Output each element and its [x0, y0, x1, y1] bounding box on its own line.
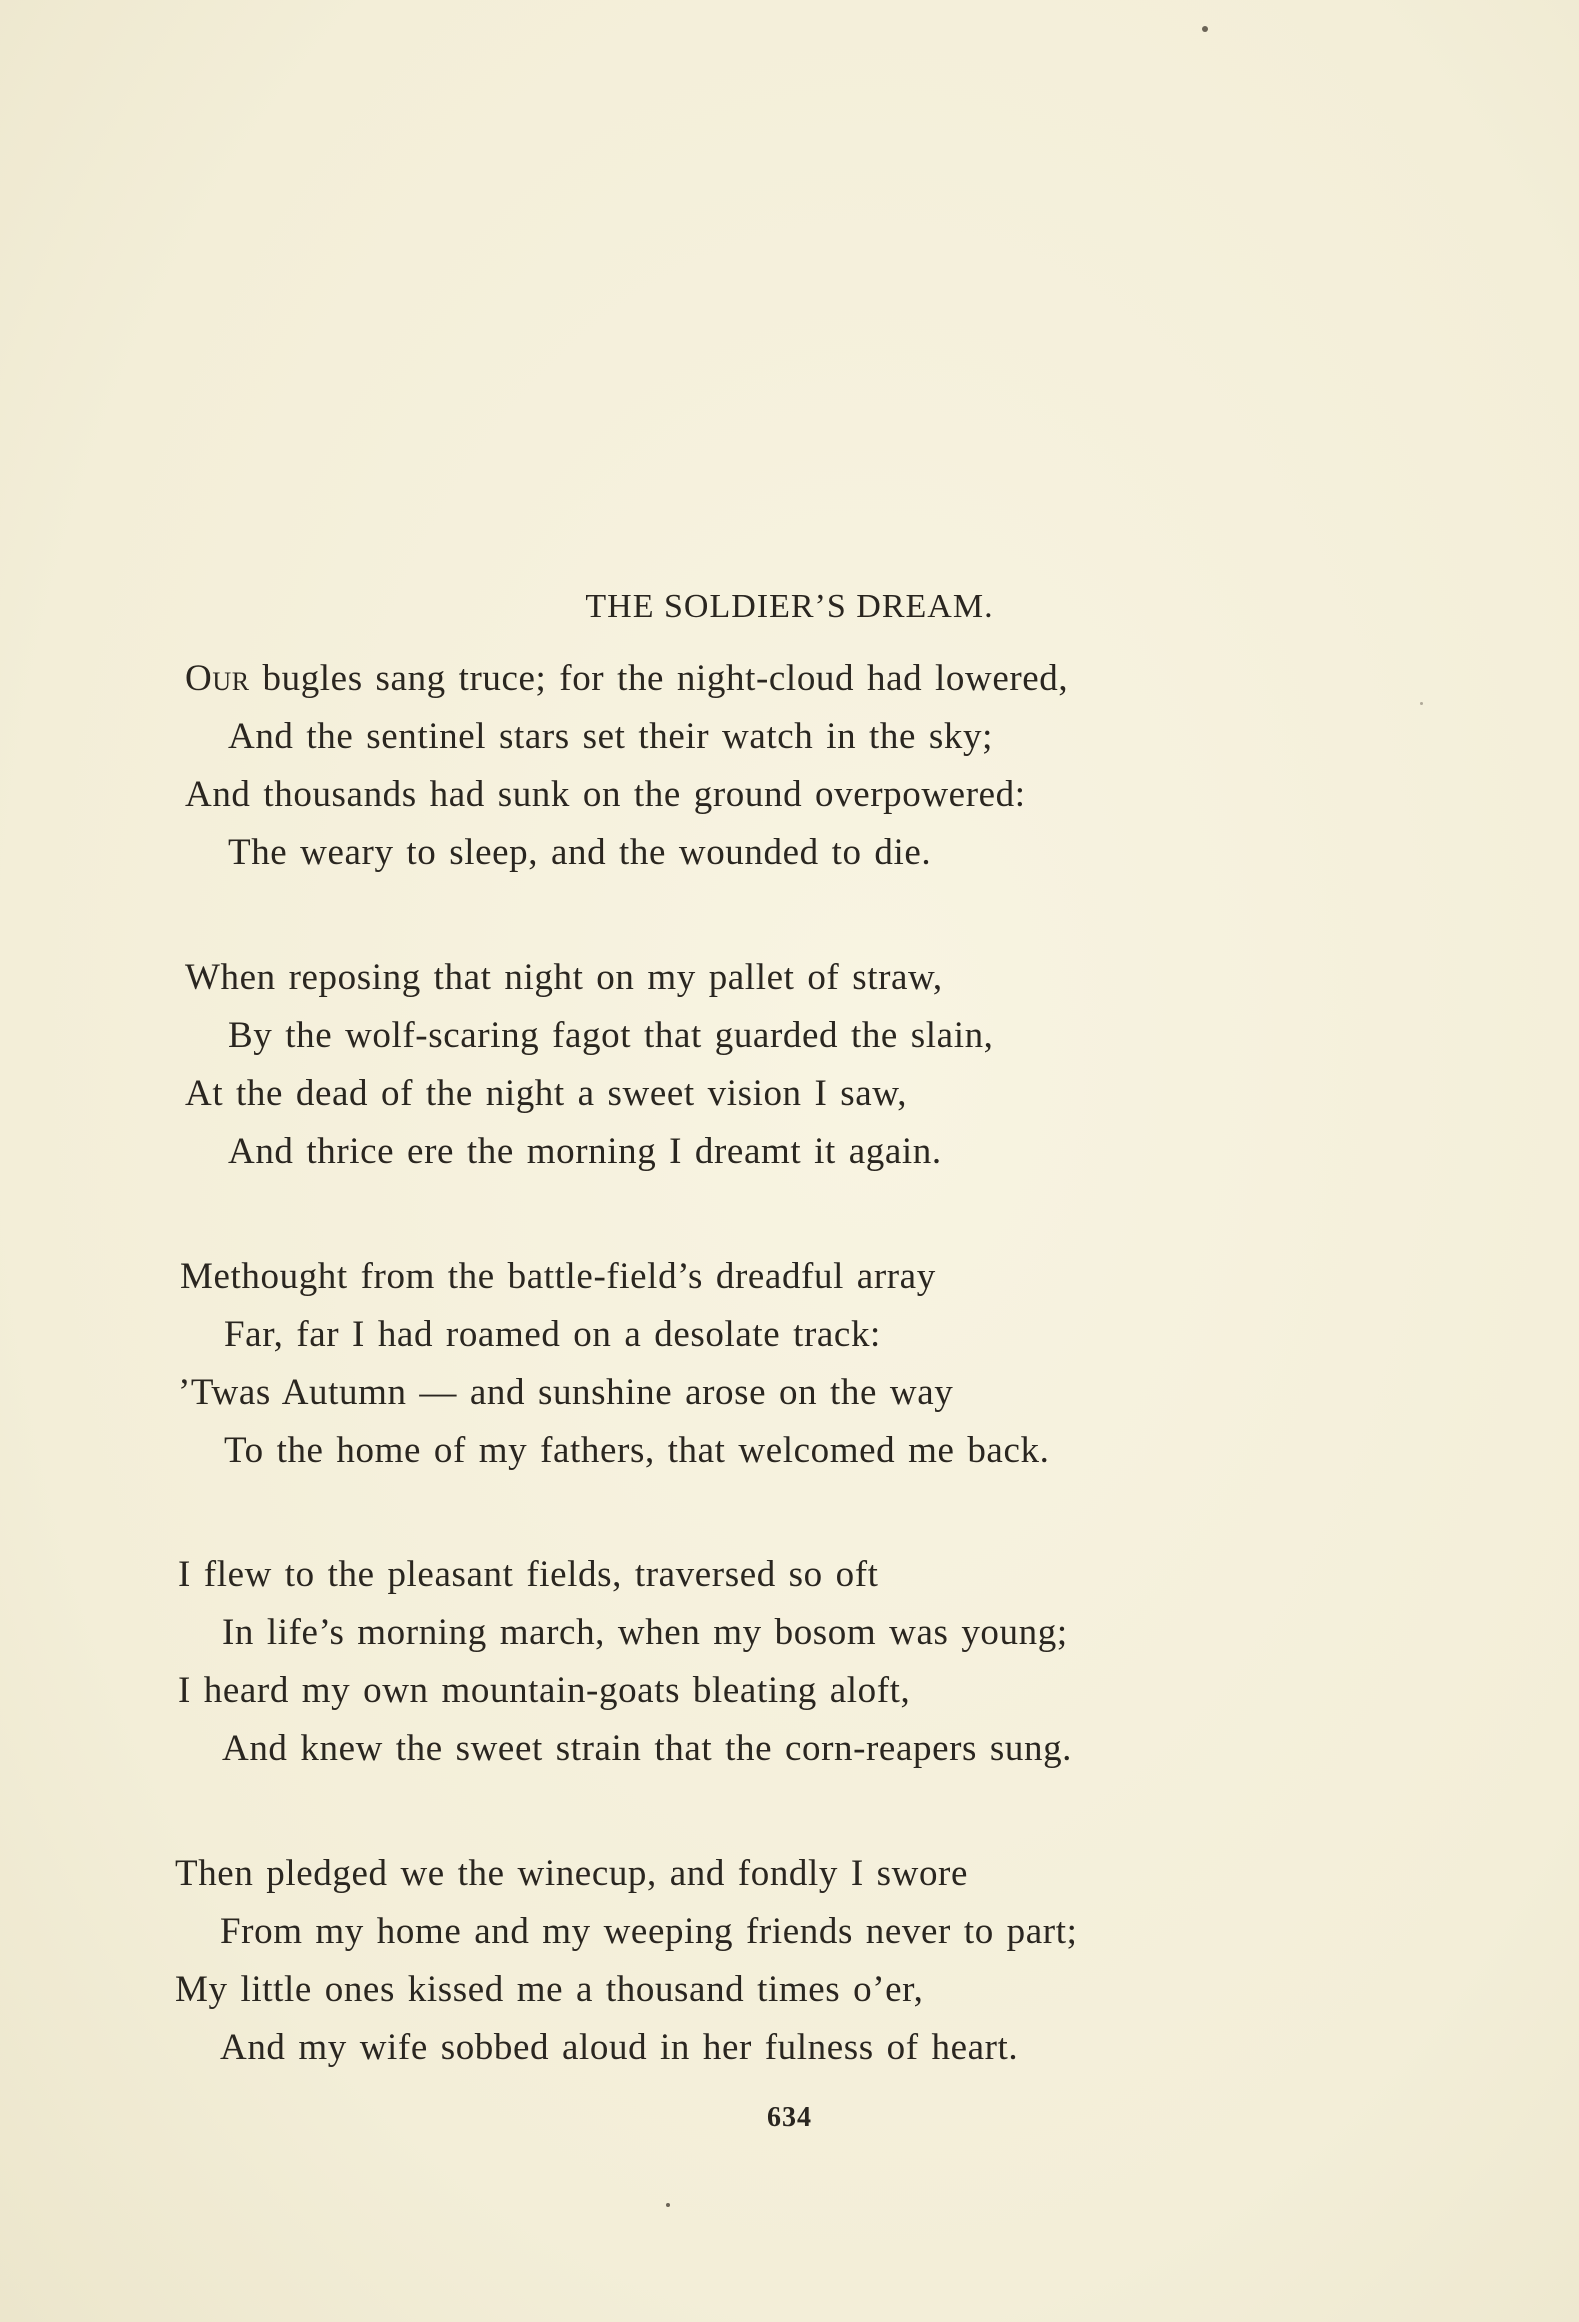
poem-line-text: bugles sang truce; for the night-cloud had lowered,: [249, 658, 1069, 699]
poem-line: Far, far I had roamed on a desolate track:: [224, 1314, 881, 1355]
poem-line: And my wife sobbed aloud in her fulness of heart.: [220, 2027, 1019, 2068]
poem-line: When reposing that night on my pallet of straw,: [185, 957, 943, 998]
poem-line: [185, 656, 1068, 702]
poem-line: By the wolf-scaring fagot that guarded the slain,: [228, 1015, 994, 1056]
poem-line: From my home and my weeping friends never to part;: [220, 1911, 1078, 1952]
poem-line: To the home of my fathers, that welcomed me back.: [224, 1430, 1050, 1471]
poem-line: And knew the sweet strain that the corn-reapers sung.: [222, 1728, 1073, 1769]
poem-line: I flew to the pleasant fields, traversed so oft: [178, 1554, 879, 1595]
stanza-lead-word: Our: [185, 658, 250, 699]
page-number: 634: [767, 2102, 812, 2133]
poem-line: And the sentinel stars set their watch in the sky;: [228, 716, 993, 757]
poem-line: In life’s morning march, when my bosom was young;: [222, 1612, 1068, 1653]
poem-line: The weary to sleep, and the wounded to die.: [228, 832, 932, 873]
poem-line: I heard my own mountain-goats bleating aloft,: [178, 1670, 911, 1711]
poem-line: ’Twas Autumn — and sunshine arose on the way: [178, 1372, 954, 1413]
poem-line: Then pledged we the winecup, and fondly I swore: [175, 1853, 968, 1894]
poem-line: My little ones kissed me a thousand times o’er,: [175, 1969, 924, 2010]
poem-line: And thrice ere the morning I dreamt it again.: [228, 1131, 942, 1172]
poem-line: At the dead of the night a sweet vision I saw,: [185, 1073, 908, 1114]
poem-line: Methought from the battle-field’s dreadful array: [180, 1256, 936, 1297]
poem-title: THE SOLDIER’S DREAM.: [585, 587, 994, 625]
poem-line: And thousands had sunk on the ground overpowered:: [185, 774, 1026, 815]
